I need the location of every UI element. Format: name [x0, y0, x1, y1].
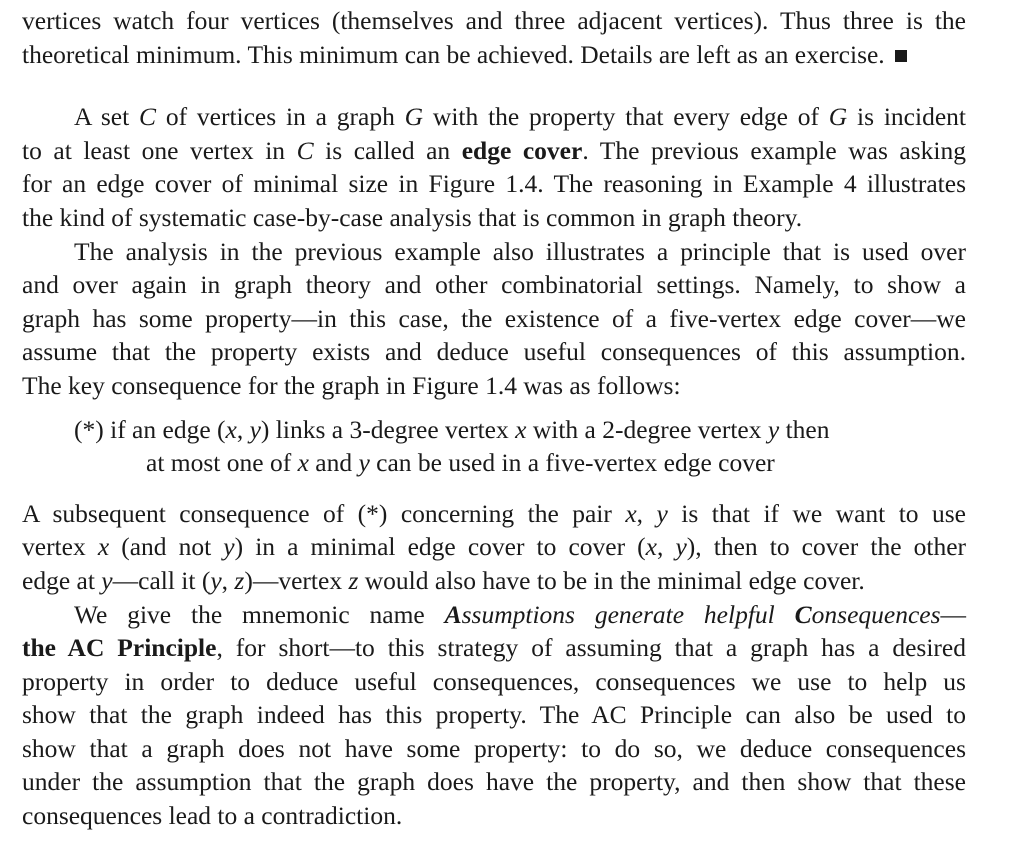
text-run: , [657, 532, 676, 562]
text-line-content: theoretical minimum. This minimum can be achieved. Details are left as an exercise. [22, 39, 885, 69]
paragraph-intro [22, 4, 966, 71]
display-line [22, 446, 966, 480]
text-line: The key consequence for the graph in Figure 1.4 was as follows: [22, 370, 681, 400]
mnemonic-text: onsequences [811, 599, 941, 629]
text-line: property in order to deduce useful consequences, consequences we use to help us [22, 666, 966, 696]
text-run: (and not [109, 532, 224, 562]
paragraph-subsequent-consequence [22, 497, 966, 598]
math-var: y [249, 414, 261, 444]
math-var: x [97, 532, 110, 562]
text-run: , [636, 498, 657, 528]
mnemonic-letter: C [794, 599, 812, 629]
math-var: x [645, 532, 657, 562]
paragraph-analysis [22, 235, 966, 403]
text-line: vertices watch four vertices (themselves and three adjacent vertices). Thus three is the [22, 6, 966, 35]
defined-term: the AC Principle [22, 633, 217, 663]
math-var: y [358, 448, 370, 478]
text-run: A subsequent consequence of (*) concerning the pair [22, 498, 626, 528]
text-run: We give the mnemonic name [74, 599, 445, 629]
text-line: show that a graph does not have some property: to do so, we deduce consequences [22, 733, 966, 763]
display-gap [22, 480, 966, 497]
text-run: with the property that every edge of [423, 102, 829, 132]
text-run: —call it ( [112, 565, 211, 595]
text-line [22, 497, 966, 531]
math-var: G [828, 102, 848, 132]
math-var: C [138, 102, 156, 132]
qed-square-icon [895, 50, 907, 62]
text-run: is called an [313, 135, 462, 165]
paragraph-ac-principle [22, 598, 966, 833]
display-gap [22, 403, 966, 413]
text-line [22, 598, 966, 632]
text-run: , [236, 414, 250, 444]
text-run: A set [74, 102, 139, 132]
paragraph-gap [22, 71, 966, 100]
text-run: )—vertex [244, 565, 349, 595]
text-run: , for short—to this strategy of assuming that a graph has a desired [216, 633, 966, 663]
math-var: C [296, 135, 314, 165]
text-line: the kind of systematic case-by-case analysis that is common in graph theory. [22, 202, 803, 232]
math-var: x [297, 448, 309, 478]
math-var: y [767, 414, 780, 444]
defined-term: edge cover [461, 135, 583, 165]
text-line [22, 100, 966, 134]
math-var: x [625, 498, 637, 528]
math-var: y [210, 565, 222, 595]
text-line: for an edge cover of minimal size in Figure 1.4. The reasoning in Example 4 illustrates [22, 169, 966, 199]
text-run: then [779, 414, 830, 444]
text-run: , [221, 565, 235, 595]
text-line [22, 530, 966, 564]
text-line [22, 38, 966, 72]
mnemonic-letter: A [444, 599, 462, 629]
text-run: (*) if an edge ( [74, 414, 226, 444]
text-run: . The previous example was asking [582, 135, 967, 165]
math-var: y [675, 532, 687, 562]
text-run: ), then to cover the other [686, 532, 967, 562]
text-run: ) links a 3-degree vertex [260, 414, 516, 444]
text-run: vertex [22, 532, 98, 562]
text-run: with a 2-degree vertex [526, 414, 768, 444]
text-line: show that the graph indeed has this property. The AC Principle can also be used to [22, 700, 966, 730]
math-var: y [223, 532, 235, 562]
text-run: — [940, 599, 967, 629]
text-run: edge at [22, 565, 102, 595]
math-var: G [404, 102, 424, 132]
text-line: graph has some property—in this case, the existence of a five-vertex edge cover—we [22, 303, 966, 333]
text-run: and [308, 448, 359, 478]
math-var: y [656, 498, 668, 528]
text-line [22, 134, 966, 168]
math-var: z [234, 565, 245, 595]
text-line: The analysis in the previous example also illustrates a principle that is used over [74, 236, 966, 266]
text-run: can be used in a five-vertex edge cover [369, 448, 775, 478]
text-run: would also have to be in the minimal edge cover. [358, 565, 865, 595]
text-run: at most one of [146, 448, 298, 478]
math-var: y [101, 565, 113, 595]
text-run: is that if we want to use [667, 498, 966, 528]
text-run: to at least one vertex in [22, 135, 297, 165]
text-run: is incident [847, 102, 966, 132]
text-line [22, 631, 966, 665]
display-statement [22, 413, 966, 480]
text-run: of vertices in a graph [156, 102, 405, 132]
text-line: under the assumption that the graph does have the property, and then show that these [22, 767, 966, 797]
math-var: x [225, 414, 237, 444]
paragraph-edge-cover-definition [22, 100, 966, 234]
math-var: z [348, 565, 359, 595]
display-line [22, 413, 966, 447]
mnemonic-text: ssumptions generate helpful [461, 599, 795, 629]
text-line: consequences lead to a contradiction. [22, 801, 403, 831]
text-line: assume that the property exists and deduce useful consequences of this assumption. [22, 337, 966, 367]
math-var: x [515, 414, 527, 444]
text-line: and over again in graph theory and other combinatorial settings. Namely, to show a [22, 270, 966, 300]
text-run: ) in a minimal edge cover to cover ( [234, 532, 646, 562]
text-line [22, 564, 966, 598]
